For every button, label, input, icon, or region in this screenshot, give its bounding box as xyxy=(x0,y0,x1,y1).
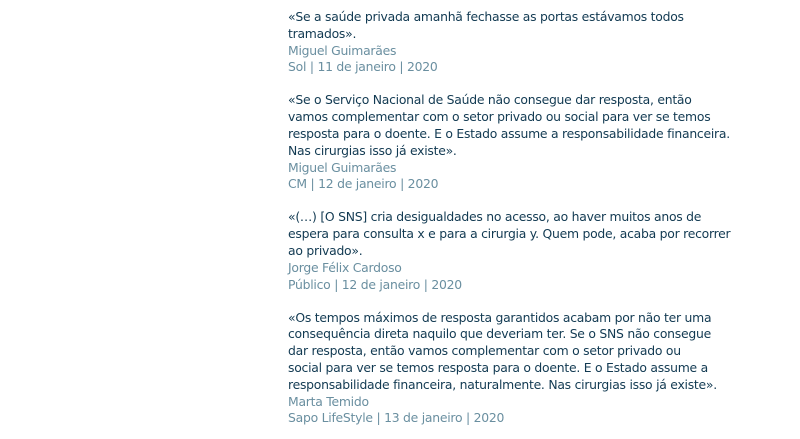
quote-item xyxy=(288,92,748,193)
quote-source: CM | 12 de janeiro | 2020 xyxy=(288,176,439,192)
quote-author: Marta Temido xyxy=(288,393,369,409)
quote-text: «(…) [O SNS] cria desigualdades no acesso, ao haver muitos anos de espera para consulta x e para a cirurgia y. Quem pode, acaba por recorrer ao privado». xyxy=(288,209,731,258)
quote-item xyxy=(288,310,748,428)
quotes-list xyxy=(288,9,748,439)
quote-text: «Os tempos máximos de resposta garantidos acabam por não ter uma consequência direta naquilo que deveriam ter. Se o SNS não consegue dar resposta, então vamos complementar com o setor privado ou social para ver se temos resposta para o doente. E o Estado assume a responsabilidade financeira, naturalmente. Nas cirurgias isso já existe». xyxy=(288,309,717,392)
quote-author: Miguel Guimarães xyxy=(288,159,397,175)
quote-text: «Se o Serviço Nacional de Saúde não consegue dar resposta, então vamos complementar com o setor privado ou social para ver se temos resposta para o doente. E o Estado assume a responsabilidade financeira. Nas cirurgias isso já existe». xyxy=(288,92,730,158)
quote-source: Sapo LifeStyle | 13 de janeiro | 2020 xyxy=(288,410,505,426)
quote-source: Público | 12 de janeiro | 2020 xyxy=(288,276,462,292)
quote-item xyxy=(288,9,748,76)
quote-author: Jorge Félix Cardoso xyxy=(288,259,402,275)
quote-author: Miguel Guimarães xyxy=(288,42,397,58)
quote-source: Sol | 11 de janeiro | 2020 xyxy=(288,59,438,75)
quote-text: «Se a saúde privada amanhã fechasse as portas estávamos todos tramados». xyxy=(288,9,684,41)
quote-item xyxy=(288,209,748,293)
